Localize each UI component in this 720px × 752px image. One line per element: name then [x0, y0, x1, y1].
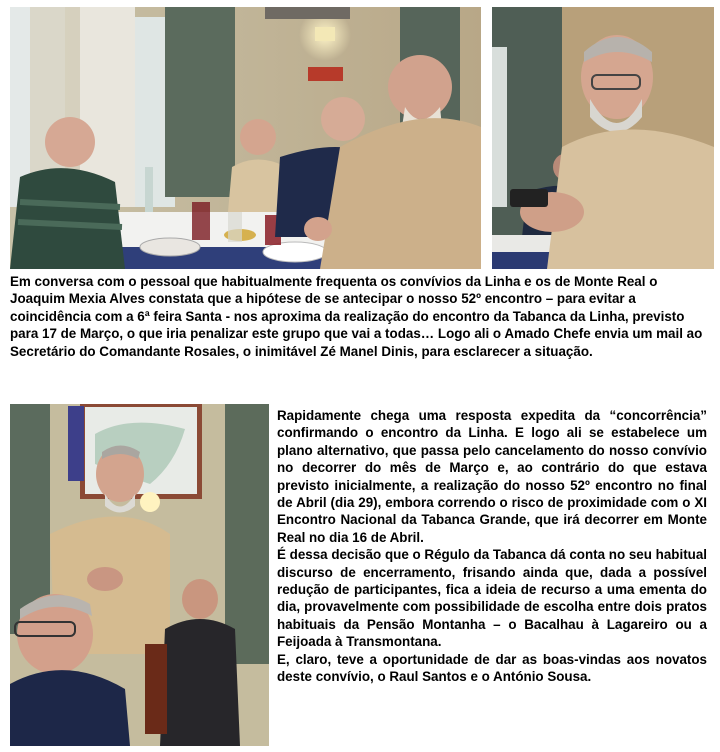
caption-paragraph-2: É dessa decisão que o Régulo da Tabanca dá conta no seu habitual discurso de encerramento, frisando ainda que, dada a possível redução de participantes, fica a ideia de recurso a uma ementa do dia, provavelmente com possibilidade de escolha entre dois pratos habituais da Pensão Montanha – o Bacalhau à Lagareiro ou a Feijoada à Transmontana. [277, 547, 707, 650]
speech-photo [10, 404, 269, 746]
caption-paragraph-1: Rapidamente chega uma resposta expedita da “concorrência” confirmando o encontro da Linha. E logo ali se estabelece um plano alternativo, que passa pelo cancelamento do nosso convívio no decorrer do mês de Março e, ao contrário do que estava previsto inicialmente, a realização do nosso 52º encontro no final de Abril (dia 29), embora correndo o risco de proximidade com o XI Encontro Nacional da Tabanca Grande, que irá decorrer em Monte Real no dia 16 de Abril. [277, 408, 707, 545]
dinner-table-photo [10, 7, 481, 269]
caption-paragraph-3: E, claro, teve a oportunidade de dar as boas-vindas aos novatos deste convívio, o Raul Santos e o António Sousa. [277, 651, 707, 685]
man-with-phone-photo [492, 7, 714, 269]
caption-top: Em conversa com o pessoal que habitualmente frequenta os convívios da Linha e os de Monte Real o Joaquim Mexia Alves constata que a hipótese de se antecipar o nosso 52º encontro – para evitar a coincidência com a 6ª feira Santa - nos aproxima da realização do encontro da Tabanca da Linha, previsto para 17 de Março, o que iria penalizar este grupo que vai a todas… Logo ali o Amado Chefe envia um mail ao Secretário do Comandante Rosales, o inimitável Zé Manel Dinis, para esclarecer a situação. [10, 274, 703, 359]
caption-bottom [277, 407, 707, 686]
